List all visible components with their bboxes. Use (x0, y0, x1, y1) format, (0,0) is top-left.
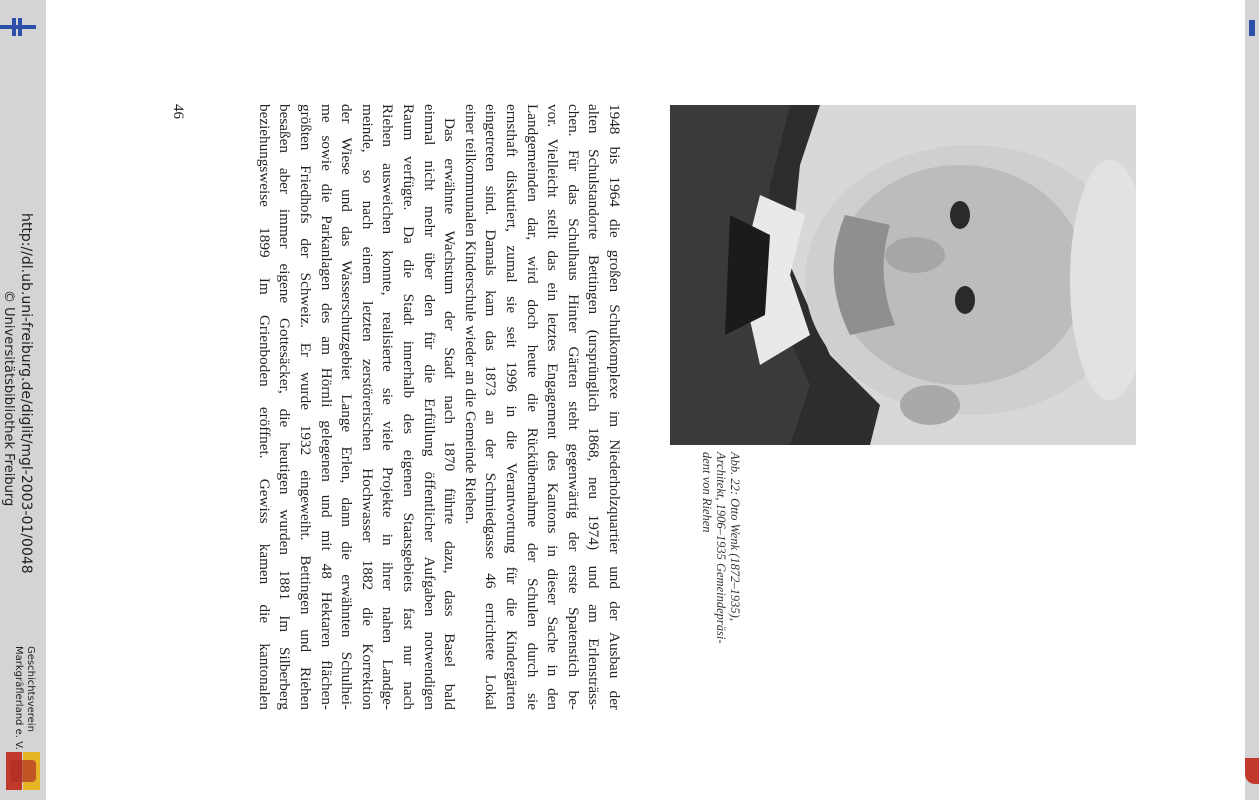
text-line: einmal nicht mehr über den für die Erfüllung öffentlicher Aufgaben notwendigen (420, 104, 438, 710)
right-viewer-strip (1245, 0, 1259, 800)
blue-bookmark-icon (0, 18, 36, 36)
text-line: Raum verfügte. Da die Stadt innerhalb des eigenen Staatsgebiets fast nur nach (400, 104, 418, 710)
portrait-photo (670, 105, 1136, 445)
text-line: meinde, so nach einem letzten zerstörerischen Hochwasser 1882 die Korrektion (358, 104, 376, 710)
text-line: 1948 bis 1964 die großen Schulkomplexe im Niederholzquartier und der Ausbau der (606, 104, 623, 710)
caption-line: dent von Riehen (700, 452, 714, 533)
text-line: vor. Vielleicht stellt das ein letztes Engagement des Kantons in dieser Sache in den (544, 104, 562, 710)
text-line: alten Schulstandorte Bettingen (ursprünglich 1868, neu 1974) und am Erlensträss- (585, 104, 603, 710)
text-line: Landgemeinden dar, wird doch heute die Rückübernahme der Schulen durch sie (523, 104, 541, 710)
text-line: chen. Für das Schulhaus Hinter Gärten steht gegenwärtig der erste Spatenstich be- (564, 104, 582, 710)
source-url[interactable]: http://dl.ub.uni-freiburg.de/diglit/mgl-2003-01/0048 (18, 213, 34, 574)
text-line: einer teilkommunalen Kinderschule wieder an die Gemeinde Riehen. (461, 104, 479, 525)
text-line: me sowie die Parkanlagen des am Hörnli gelegenen und mit 48 Hektaren flächen- (317, 104, 335, 710)
page-number: 46 (170, 104, 186, 119)
copyright-text: © Universitätsbibliothek Freiburg (1, 290, 16, 507)
figure-caption (700, 452, 742, 644)
logo-edge-icon (1245, 758, 1259, 784)
text-line: eingetreten sind. Damals kam das 1873 an der Schmiedgasse 46 errichtete Lokal (482, 104, 500, 710)
text-line: der Wiese und das Wasserschutzgebiet Lange Erlen, dann die erwähnten Schulhei- (338, 104, 356, 710)
text-line: größten Friedhofs der Schweiz. Er wurde 1932 eingeweiht. Bettingen und Riehen (297, 104, 315, 710)
society-logo-icon (6, 752, 40, 790)
text-line: Das erwähnte Wachstum der Stadt nach 1870 führte dazu, dass Basel bald (441, 118, 459, 710)
body-text (253, 104, 624, 710)
blue-bookmark-icon-right (1249, 20, 1255, 36)
text-line: ernsthaft diskutiert, zumal sie seit 1996 in die Verantwortung für die Kindergärten (503, 104, 521, 710)
society-name-1: Geschichtsverein (25, 646, 36, 732)
society-name-2: Markgräflerland e. V. (13, 646, 24, 750)
caption-line: Architekt, 1906–1935 Gemeindepräsi- (714, 452, 728, 644)
text-line: beziehungsweise 1899 Im Grienboden eröffnet. Gewiss kamen die kantonalen (255, 104, 273, 710)
text-line: besaßen aber immer eigene Gottesäcker, die heutigen wurden 1881 Im Silberberg (276, 104, 294, 710)
portrait-drawing (670, 105, 1136, 445)
text-line: Riehen ausweichen konnte, realisierte sie viele Projekte in ihrer nahen Landge- (379, 104, 397, 710)
caption-line: Abb. 22: Otto Wenk (1872–1935), (728, 452, 742, 621)
